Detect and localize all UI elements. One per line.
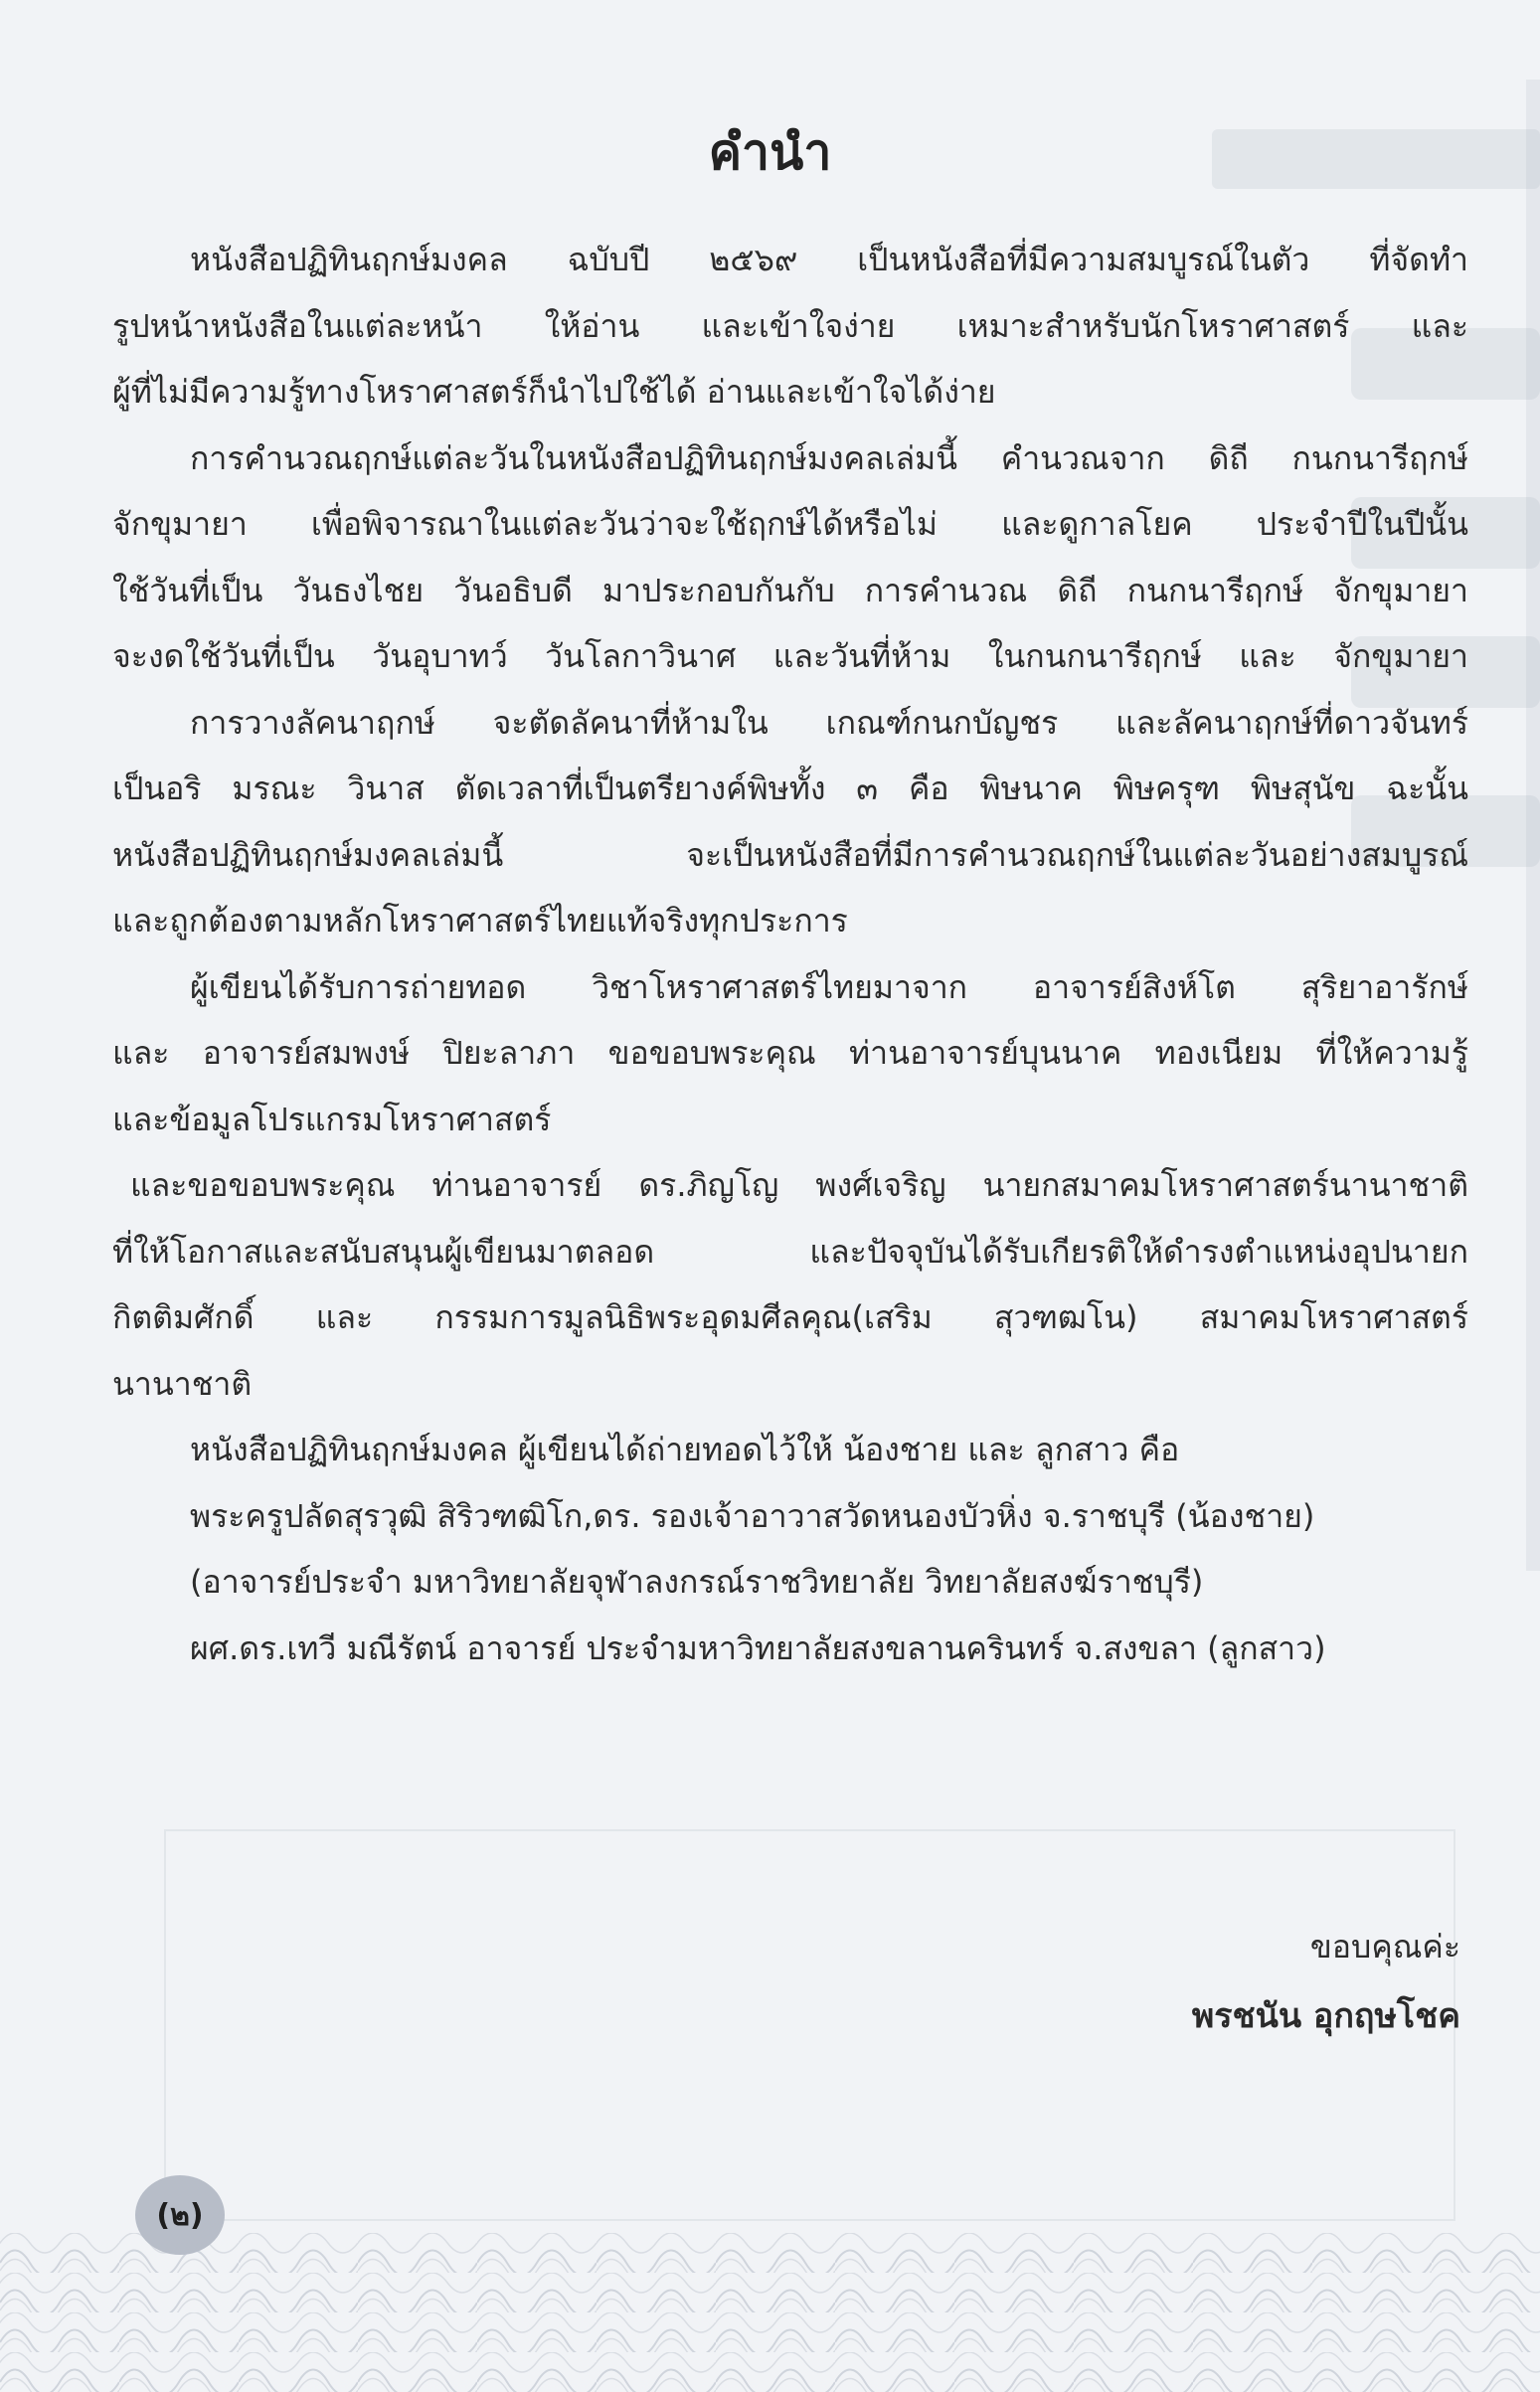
text-line: ใช้วันที่เป็น วันธงไชย วันอธิบดี มาประกอบกันกับ การคำนวณ ดิถี กนกนารีฤกษ์ จักขุมายา — [112, 571, 1468, 609]
text-line: รูปหน้าหนังสือในแต่ละหน้า ให้อ่าน และเข้าใจง่าย เหมาะสำหรับนักโหราศาสตร์ และ — [112, 306, 1468, 345]
wave-pattern-footer — [0, 2193, 1540, 2392]
text-line: หนังสือปฏิทินฤกษ์มงคล ฉบับปี ๒๕๖๙ เป็นหนังสือที่มีความสมบูรณ์ในตัว ที่จัดทำ — [190, 241, 1468, 278]
text-line: และถูกต้องตามหลักโหราศาสตร์ไทยแท้จริงทุกประการ — [112, 902, 848, 940]
text-line: นานาชาติ — [112, 1364, 253, 1403]
text-line: และ อาจารย์สมพงษ์ ปิยะลาภา ขอขอบพระคุณ ท่านอาจารย์บุนนาค ทองเนียม ที่ให้ความรู้ — [112, 1034, 1468, 1072]
text-line: ผู้เขียนได้รับการถ่ายทอด วิชาโหราศาสตร์ไทยมาจาก อาจารย์สิงห์โต สุริยาอารักษ์ — [190, 967, 1468, 1006]
text-line: หนังสือปฏิทินฤกษ์มงคลเล่มนี้ จะเป็นหนังสือที่มีการคำนวณฤกษ์ในแต่ละวันอย่างสมบูรณ์ — [112, 835, 1468, 874]
text-line: หนังสือปฏิทินฤกษ์มงคล ผู้เขียนได้ถ่ายทอดไว้ให้ น้องชาย และ ลูกสาว คือ — [190, 1431, 1180, 1468]
text-line: ผศ.ดร.เทวี มณีรัตน์ อาจารย์ ประจำมหาวิทยาลัยสงขลานครินทร์ จ.สงขลา (ลูกสาว) — [190, 1628, 1326, 1667]
text-line: และข้อมูลโปรแกรมโหราศาสตร์ — [112, 1100, 552, 1138]
text-line: พระครูปลัดสุรวุฒิ สิริวฑฒิโก,ดร. รองเจ้าอาวาสวัดหนองบัวหิ่ง จ.ราชบุรี (น้องชาย) — [190, 1496, 1315, 1535]
text-line: เป็นอริ มรณะ วินาส ตัดเวลาที่เป็นตรียางค์พิษทั้ง ๓ คือ พิษนาค พิษครุฑ พิษสุนัข ฉะนั้น — [112, 769, 1468, 807]
text-line: ที่ให้โอกาสและสนับสนุนผู้เขียนมาตลอด และปัจจุบันได้รับเกียรติให้ดำรงตำแหน่งอุปนายก — [112, 1232, 1468, 1271]
text-line: กิตติมศักดิ์ และ กรรมการมูลนิธิพระอุดมศีลคุณ(เสริม สุวฑฒโน) สมาคมโหราศาสตร์ — [112, 1298, 1468, 1336]
text-line: ผู้ที่ไม่มีความรู้ทางโหราศาสตร์ก็นำไปใช้ได้ อ่านและเข้าใจได้ง่าย — [112, 373, 996, 411]
page-title: คำนำ — [708, 122, 832, 181]
text-line: และขอขอบพระคุณ ท่านอาจารย์ ดร.ภิญโญ พงศ์เจริญ นายกสมาคมโหราศาสตร์นานาชาติ — [130, 1166, 1468, 1204]
author-signature: พรชนัน อุกฤษโชค — [1191, 1996, 1460, 2036]
text-line: (อาจารย์ประจำ มหาวิทยาลัยจุฬาลงกรณ์ราชวิทยาลัย วิทยาลัยสงฆ์ราชบุรี) — [190, 1563, 1204, 1601]
text-line: จะงดใช้วันที่เป็น วันอุบาทว์ วันโลกาวินาศ และวันที่ห้าม ในกนกนารีฤกษ์ และ จักขุมายา — [112, 637, 1468, 675]
text-line: การคำนวณฤกษ์แต่ละวันในหนังสือปฏิทินฤกษ์มงคลเล่มนี้ คำนวณจาก ดิถี กนกนารีฤกษ์ — [190, 438, 1468, 477]
page-number-badge: (๒) — [135, 2175, 225, 2255]
text-line: การวางลัคนาฤกษ์ จะตัดลัคนาที่ห้ามใน เกณฑ์กนกบัญชร และลัคนาฤกษ์ที่ดาวจันทร์ — [190, 703, 1468, 742]
text-line: จักขุมายา เพื่อพิจารณาในแต่ละวันว่าจะใช้ฤกษ์ได้หรือไม่ และดูกาลโยค ประจำปีในปีนั้น — [112, 505, 1468, 543]
closing-thanks: ขอบคุณค่ะ — [1309, 1928, 1460, 1965]
preface-body — [112, 227, 1468, 1681]
